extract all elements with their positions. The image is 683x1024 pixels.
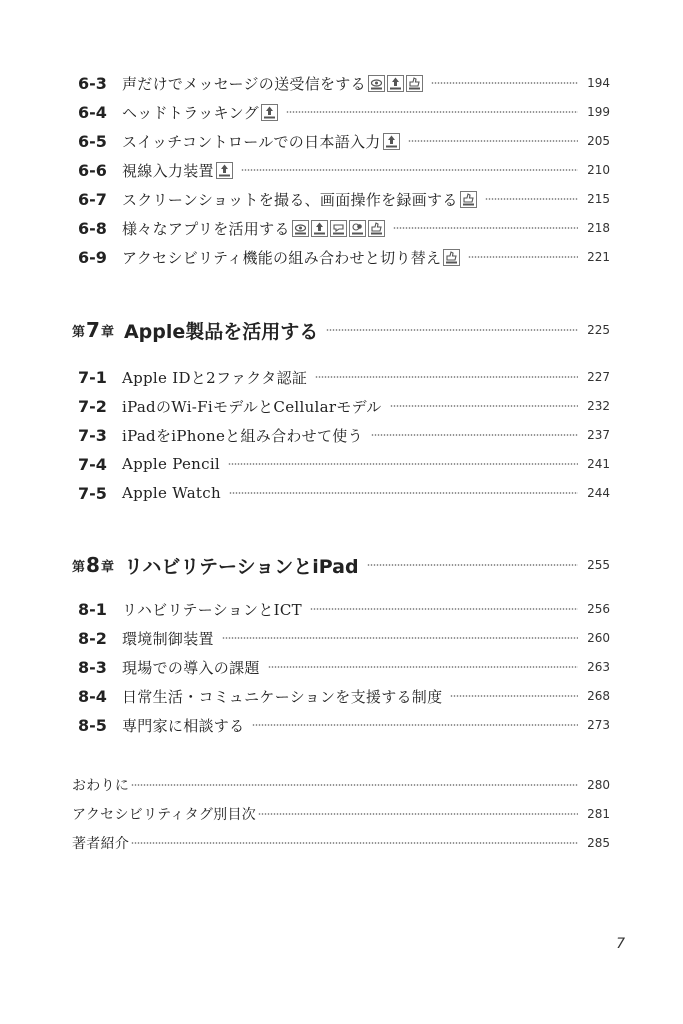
toc-entry-6-4[interactable] <box>78 99 610 125</box>
leader-dots <box>326 329 578 331</box>
entry-title: 声だけでメッセージの送受信をする <box>122 74 366 93</box>
page-number: 225 <box>587 323 610 337</box>
toc-entry-7-3[interactable] <box>78 422 610 448</box>
entry-title: 著者紹介 <box>72 836 130 852</box>
entry-number: 8-4 <box>78 686 107 706</box>
entry-number: 6-6 <box>78 160 107 180</box>
page-number: 205 <box>587 134 610 148</box>
leader-dots <box>241 169 578 171</box>
page-number: 260 <box>587 631 610 645</box>
entry-number: 8-2 <box>78 628 107 648</box>
toc-entry-8-2[interactable] <box>78 625 610 651</box>
toc-entry-tag-index[interactable] <box>72 802 610 826</box>
page-number: 273 <box>587 718 610 732</box>
vision-tag-icon <box>292 220 309 237</box>
entry-title: iPadをiPhoneと組み合わせて使う <box>122 426 363 445</box>
page-number: 215 <box>587 192 610 206</box>
page-number: 227 <box>587 370 610 384</box>
leader-dots <box>315 376 578 378</box>
leader-dots <box>228 463 578 465</box>
page-number: 221 <box>587 250 610 264</box>
toc-entry-8-3[interactable] <box>78 654 610 680</box>
convenience-tag-icon <box>368 220 385 237</box>
page-number: 281 <box>587 807 610 821</box>
page-number: 199 <box>587 105 610 119</box>
chapter-number: 8 <box>86 553 100 577</box>
leader-dots <box>468 256 578 258</box>
entry-number: 7-5 <box>78 483 107 503</box>
entry-title: iPadのWi-FiモデルとCellularモデル <box>122 397 382 416</box>
body-tag-icon <box>261 104 278 121</box>
convenience-tag-icon <box>460 191 477 208</box>
entry-number: 8-1 <box>78 599 107 619</box>
page-number: 194 <box>587 76 610 90</box>
leader-dots <box>371 434 578 436</box>
entry-title: Apple Pencil <box>122 455 221 473</box>
entry-title: 日常生活・コミュニケーションを支援する制度 <box>122 687 443 706</box>
leader-dots <box>131 842 578 844</box>
leader-dots <box>393 227 578 229</box>
entry-title: おわりに <box>72 778 130 794</box>
page-number: 280 <box>587 778 610 792</box>
entry-number: 7-2 <box>78 396 107 416</box>
page-folio: 7 <box>616 936 625 952</box>
toc-entry-6-3[interactable] <box>78 70 610 96</box>
toc-entry-afterword[interactable] <box>72 773 610 797</box>
entry-number: 6-8 <box>78 218 107 238</box>
leader-dots <box>390 405 578 407</box>
page-number: 285 <box>587 836 610 850</box>
leader-dots <box>229 492 578 494</box>
leader-dots <box>252 724 578 726</box>
body-tag-icon <box>216 162 233 179</box>
toc-entry-7-2[interactable] <box>78 393 610 419</box>
toc-entry-6-9[interactable] <box>78 244 610 270</box>
toc-entry-6-8[interactable] <box>78 215 610 241</box>
entry-title: リハビリテーションとICT <box>122 600 302 619</box>
entry-number: 6-5 <box>78 131 107 151</box>
chapter-prefix: 第 <box>72 324 86 340</box>
leader-dots <box>408 140 578 142</box>
entry-number: 7-4 <box>78 454 107 474</box>
entry-title: スイッチコントロールでの日本語入力 <box>122 132 381 151</box>
entry-number: 6-9 <box>78 247 107 267</box>
entry-title: Apple IDと2ファクタ認証 <box>122 368 308 387</box>
entry-title: 環境制御装置 <box>122 629 214 648</box>
leader-dots <box>367 564 578 566</box>
toc-entry-8-5[interactable] <box>78 712 610 738</box>
leader-dots <box>131 784 578 786</box>
toc-entry-6-6[interactable] <box>78 157 610 183</box>
chapter-prefix: 第 <box>72 559 86 575</box>
page-number: 255 <box>587 558 610 572</box>
page-number: 244 <box>587 486 610 500</box>
entry-number: 6-4 <box>78 102 107 122</box>
page-number: 268 <box>587 689 610 703</box>
entry-title: 現場での導入の課題 <box>122 658 260 677</box>
page-number: 210 <box>587 163 610 177</box>
leader-dots <box>485 198 578 200</box>
body-tag-icon <box>387 75 404 92</box>
chapter-number: 7 <box>86 318 100 342</box>
entry-number: 6-7 <box>78 189 107 209</box>
chapter-8-heading[interactable] <box>72 548 610 582</box>
leader-dots <box>450 695 578 697</box>
entry-number: 7-1 <box>78 367 107 387</box>
page-number: 241 <box>587 457 610 471</box>
chapter-suffix: 章 <box>100 559 114 575</box>
leader-dots <box>431 82 578 84</box>
entry-number: 6-3 <box>78 73 107 93</box>
vision-tag-icon <box>368 75 385 92</box>
toc-entry-8-4[interactable] <box>78 683 610 709</box>
entry-title: アクセシビリティ機能の組み合わせと切り替え <box>122 248 442 267</box>
page-number: 232 <box>587 399 610 413</box>
chapter-title: リハビリテーションとiPad <box>123 555 359 578</box>
toc-entry-7-4[interactable] <box>78 451 610 477</box>
chapter-title: Apple製品を活用する <box>123 320 319 343</box>
chapter-7-heading[interactable] <box>72 313 610 347</box>
body-tag-icon <box>311 220 328 237</box>
toc-entry-6-5[interactable] <box>78 128 610 154</box>
toc-entry-7-1[interactable] <box>78 364 610 390</box>
page-number: 263 <box>587 660 610 674</box>
toc-entry-7-5[interactable] <box>78 480 610 506</box>
leader-dots <box>268 666 578 668</box>
entry-title: ヘッドトラッキング <box>122 103 259 122</box>
cognition-tag-icon <box>349 220 366 237</box>
entry-title: 視線入力装置 <box>122 161 214 180</box>
page-number: 237 <box>587 428 610 442</box>
entry-number: 8-3 <box>78 657 107 677</box>
chapter-suffix: 章 <box>100 324 114 340</box>
page-number: 256 <box>587 602 610 616</box>
leader-dots <box>258 813 578 815</box>
entry-title: 専門家に相談する <box>122 716 245 735</box>
leader-dots <box>222 637 578 639</box>
leader-dots <box>310 608 578 610</box>
entry-title: アクセシビリティタグ別目次 <box>72 807 257 823</box>
page-number: 218 <box>587 221 610 235</box>
toc-entry-author-profile[interactable] <box>72 831 610 855</box>
leader-dots <box>286 111 578 113</box>
entry-title: スクリーンショットを撮る、画面操作を録画する <box>122 190 458 209</box>
entry-title: 様々なアプリを活用する <box>122 219 290 238</box>
entry-number: 8-5 <box>78 715 107 735</box>
entry-title: Apple Watch <box>122 484 221 502</box>
entry-number: 7-3 <box>78 425 107 445</box>
convenience-tag-icon <box>406 75 423 92</box>
convenience-tag-icon <box>443 249 460 266</box>
body-tag-icon <box>383 133 400 150</box>
toc-entry-6-7[interactable] <box>78 186 610 212</box>
toc-entry-8-1[interactable] <box>78 596 610 622</box>
hearing-tag-icon <box>330 220 347 237</box>
